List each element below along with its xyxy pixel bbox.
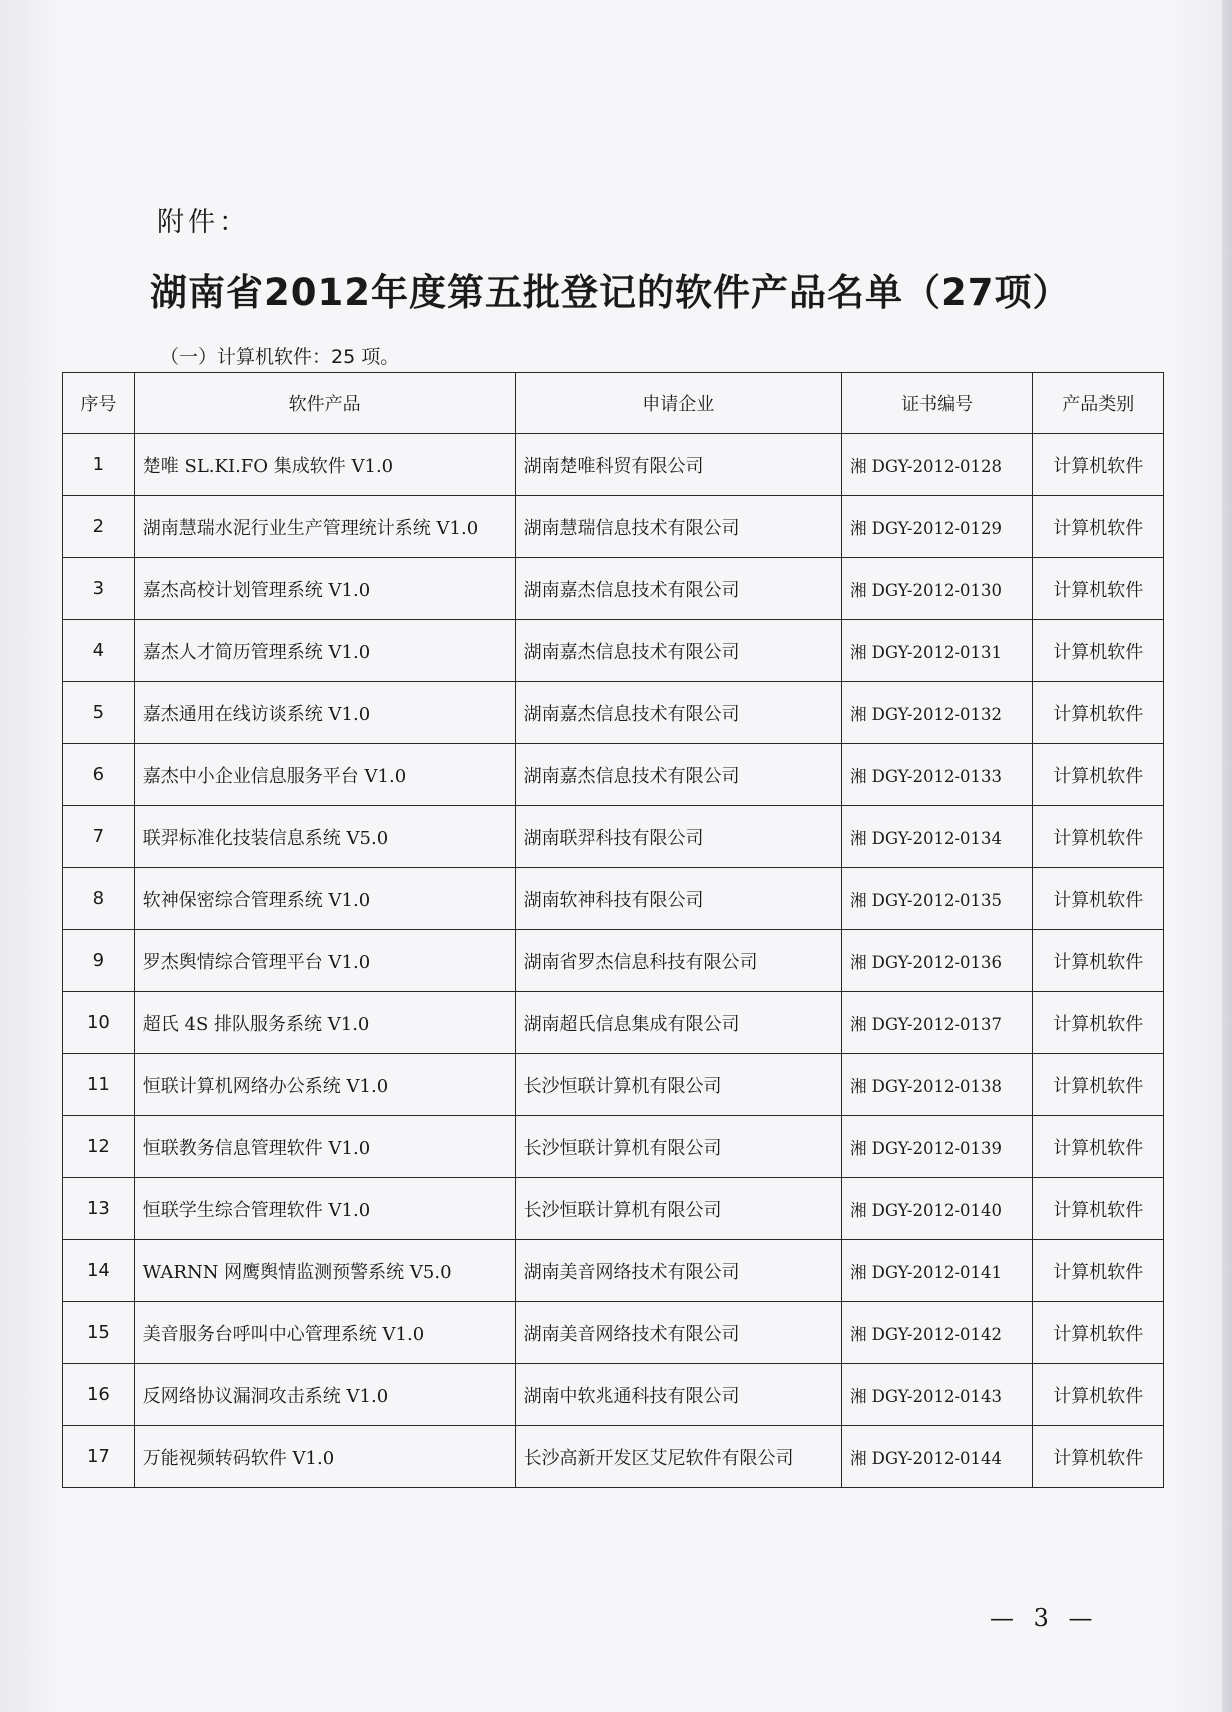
row-category: 计算机软件: [1033, 434, 1164, 496]
table-row: [63, 1364, 1164, 1426]
row-category: 计算机软件: [1033, 1364, 1164, 1426]
row-product: 超氏 4S 排队服务系统 V1.0: [134, 992, 515, 1054]
table-row: [63, 992, 1164, 1054]
table-row: [63, 1240, 1164, 1302]
row-category: 计算机软件: [1033, 1240, 1164, 1302]
row-company: 长沙恒联计算机有限公司: [515, 1178, 841, 1240]
row-index: 9: [63, 930, 135, 992]
table-row: [63, 1116, 1164, 1178]
row-product: 恒联学生综合管理软件 V1.0: [134, 1178, 515, 1240]
row-index: 17: [63, 1426, 135, 1488]
row-index: 6: [63, 744, 135, 806]
row-category: 计算机软件: [1033, 558, 1164, 620]
row-company: 长沙恒联计算机有限公司: [515, 1054, 841, 1116]
row-company: 湖南嘉杰信息技术有限公司: [515, 558, 841, 620]
row-category: 计算机软件: [1033, 868, 1164, 930]
header-product: 软件产品: [134, 373, 515, 434]
row-company: 湖南联羿科技有限公司: [515, 806, 841, 868]
row-index: 16: [63, 1364, 135, 1426]
row-certificate: 湘 DGY-2012-0135: [841, 868, 1032, 930]
row-index: 13: [63, 1178, 135, 1240]
row-product: 罗杰舆情综合管理平台 V1.0: [134, 930, 515, 992]
row-certificate: 湘 DGY-2012-0132: [841, 682, 1032, 744]
row-company: 湖南嘉杰信息技术有限公司: [515, 620, 841, 682]
row-index: 2: [63, 496, 135, 558]
row-category: 计算机软件: [1033, 682, 1164, 744]
row-category: 计算机软件: [1033, 1178, 1164, 1240]
row-company: 湖南美音网络技术有限公司: [515, 1302, 841, 1364]
row-company: 长沙高新开发区艾尼软件有限公司: [515, 1426, 841, 1488]
row-company: 湖南慧瑞信息技术有限公司: [515, 496, 841, 558]
row-index: 3: [63, 558, 135, 620]
table-header-row: [63, 373, 1164, 434]
row-certificate: 湘 DGY-2012-0138: [841, 1054, 1032, 1116]
row-company: 湖南超氏信息集成有限公司: [515, 992, 841, 1054]
row-category: 计算机软件: [1033, 992, 1164, 1054]
table-row: [63, 1054, 1164, 1116]
attachment-label: 附件：: [157, 207, 250, 238]
row-certificate: 湘 DGY-2012-0139: [841, 1116, 1032, 1178]
table-row: [63, 806, 1164, 868]
row-product: 嘉杰高校计划管理系统 V1.0: [134, 558, 515, 620]
table-row: [63, 1178, 1164, 1240]
row-product: 软神保密综合管理系统 V1.0: [134, 868, 515, 930]
row-company: 湖南楚唯科贸有限公司: [515, 434, 841, 496]
row-certificate: 湘 DGY-2012-0143: [841, 1364, 1032, 1426]
row-product: 恒联教务信息管理软件 V1.0: [134, 1116, 515, 1178]
table-row: [63, 496, 1164, 558]
row-category: 计算机软件: [1033, 744, 1164, 806]
header-company: 申请企业: [515, 373, 841, 434]
row-product: 嘉杰中小企业信息服务平台 V1.0: [134, 744, 515, 806]
row-product: 联羿标准化技装信息系统 V5.0: [134, 806, 515, 868]
row-company: 湖南嘉杰信息技术有限公司: [515, 744, 841, 806]
row-product: 嘉杰通用在线访谈系统 V1.0: [134, 682, 515, 744]
row-index: 5: [63, 682, 135, 744]
row-product: 嘉杰人才简历管理系统 V1.0: [134, 620, 515, 682]
table-row: [63, 434, 1164, 496]
row-company: 湖南嘉杰信息技术有限公司: [515, 682, 841, 744]
row-certificate: 湘 DGY-2012-0141: [841, 1240, 1032, 1302]
row-company: 湖南中软兆通科技有限公司: [515, 1364, 841, 1426]
row-certificate: 湘 DGY-2012-0144: [841, 1426, 1032, 1488]
row-certificate: 湘 DGY-2012-0142: [841, 1302, 1032, 1364]
table-row: [63, 1426, 1164, 1488]
row-product: 反网络协议漏洞攻击系统 V1.0: [134, 1364, 515, 1426]
row-certificate: 湘 DGY-2012-0136: [841, 930, 1032, 992]
row-category: 计算机软件: [1033, 1302, 1164, 1364]
row-index: 15: [63, 1302, 135, 1364]
section-heading: （一）计算机软件：25 项。: [160, 346, 400, 368]
document-title: 湖南省2012年度第五批登记的软件产品名单（27项）: [150, 271, 1071, 314]
page-number: — 3 —: [990, 1604, 1099, 1632]
software-product-table: [62, 372, 1164, 1488]
row-product: 恒联计算机网络办公系统 V1.0: [134, 1054, 515, 1116]
row-index: 7: [63, 806, 135, 868]
row-company: 长沙恒联计算机有限公司: [515, 1116, 841, 1178]
header-certificate: 证书编号: [841, 373, 1032, 434]
row-category: 计算机软件: [1033, 1116, 1164, 1178]
scan-edge: [1222, 0, 1232, 1712]
row-category: 计算机软件: [1033, 496, 1164, 558]
row-category: 计算机软件: [1033, 620, 1164, 682]
row-company: 湖南软神科技有限公司: [515, 868, 841, 930]
row-certificate: 湘 DGY-2012-0133: [841, 744, 1032, 806]
table-row: [63, 744, 1164, 806]
row-company: 湖南美音网络技术有限公司: [515, 1240, 841, 1302]
row-index: 11: [63, 1054, 135, 1116]
row-product: WARNN 网鹰舆情监测预警系统 V5.0: [134, 1240, 515, 1302]
header-category: 产品类别: [1033, 373, 1164, 434]
row-certificate: 湘 DGY-2012-0134: [841, 806, 1032, 868]
row-index: 1: [63, 434, 135, 496]
row-product: 美音服务台呼叫中心管理系统 V1.0: [134, 1302, 515, 1364]
row-certificate: 湘 DGY-2012-0140: [841, 1178, 1032, 1240]
row-index: 8: [63, 868, 135, 930]
table-row: [63, 1302, 1164, 1364]
table-row: [63, 558, 1164, 620]
row-certificate: 湘 DGY-2012-0128: [841, 434, 1032, 496]
row-category: 计算机软件: [1033, 1054, 1164, 1116]
row-certificate: 湘 DGY-2012-0130: [841, 558, 1032, 620]
row-certificate: 湘 DGY-2012-0129: [841, 496, 1032, 558]
row-product: 湖南慧瑞水泥行业生产管理统计系统 V1.0: [134, 496, 515, 558]
row-index: 10: [63, 992, 135, 1054]
row-product: 楚唯 SL.KI.FO 集成软件 V1.0: [134, 434, 515, 496]
row-certificate: 湘 DGY-2012-0137: [841, 992, 1032, 1054]
row-category: 计算机软件: [1033, 930, 1164, 992]
row-index: 4: [63, 620, 135, 682]
row-index: 12: [63, 1116, 135, 1178]
row-certificate: 湘 DGY-2012-0131: [841, 620, 1032, 682]
table-row: [63, 868, 1164, 930]
row-index: 14: [63, 1240, 135, 1302]
table-row: [63, 682, 1164, 744]
table-row: [63, 620, 1164, 682]
row-company: 湖南省罗杰信息科技有限公司: [515, 930, 841, 992]
row-product: 万能视频转码软件 V1.0: [134, 1426, 515, 1488]
row-category: 计算机软件: [1033, 1426, 1164, 1488]
table-row: [63, 930, 1164, 992]
row-category: 计算机软件: [1033, 806, 1164, 868]
header-index: 序号: [63, 373, 135, 434]
